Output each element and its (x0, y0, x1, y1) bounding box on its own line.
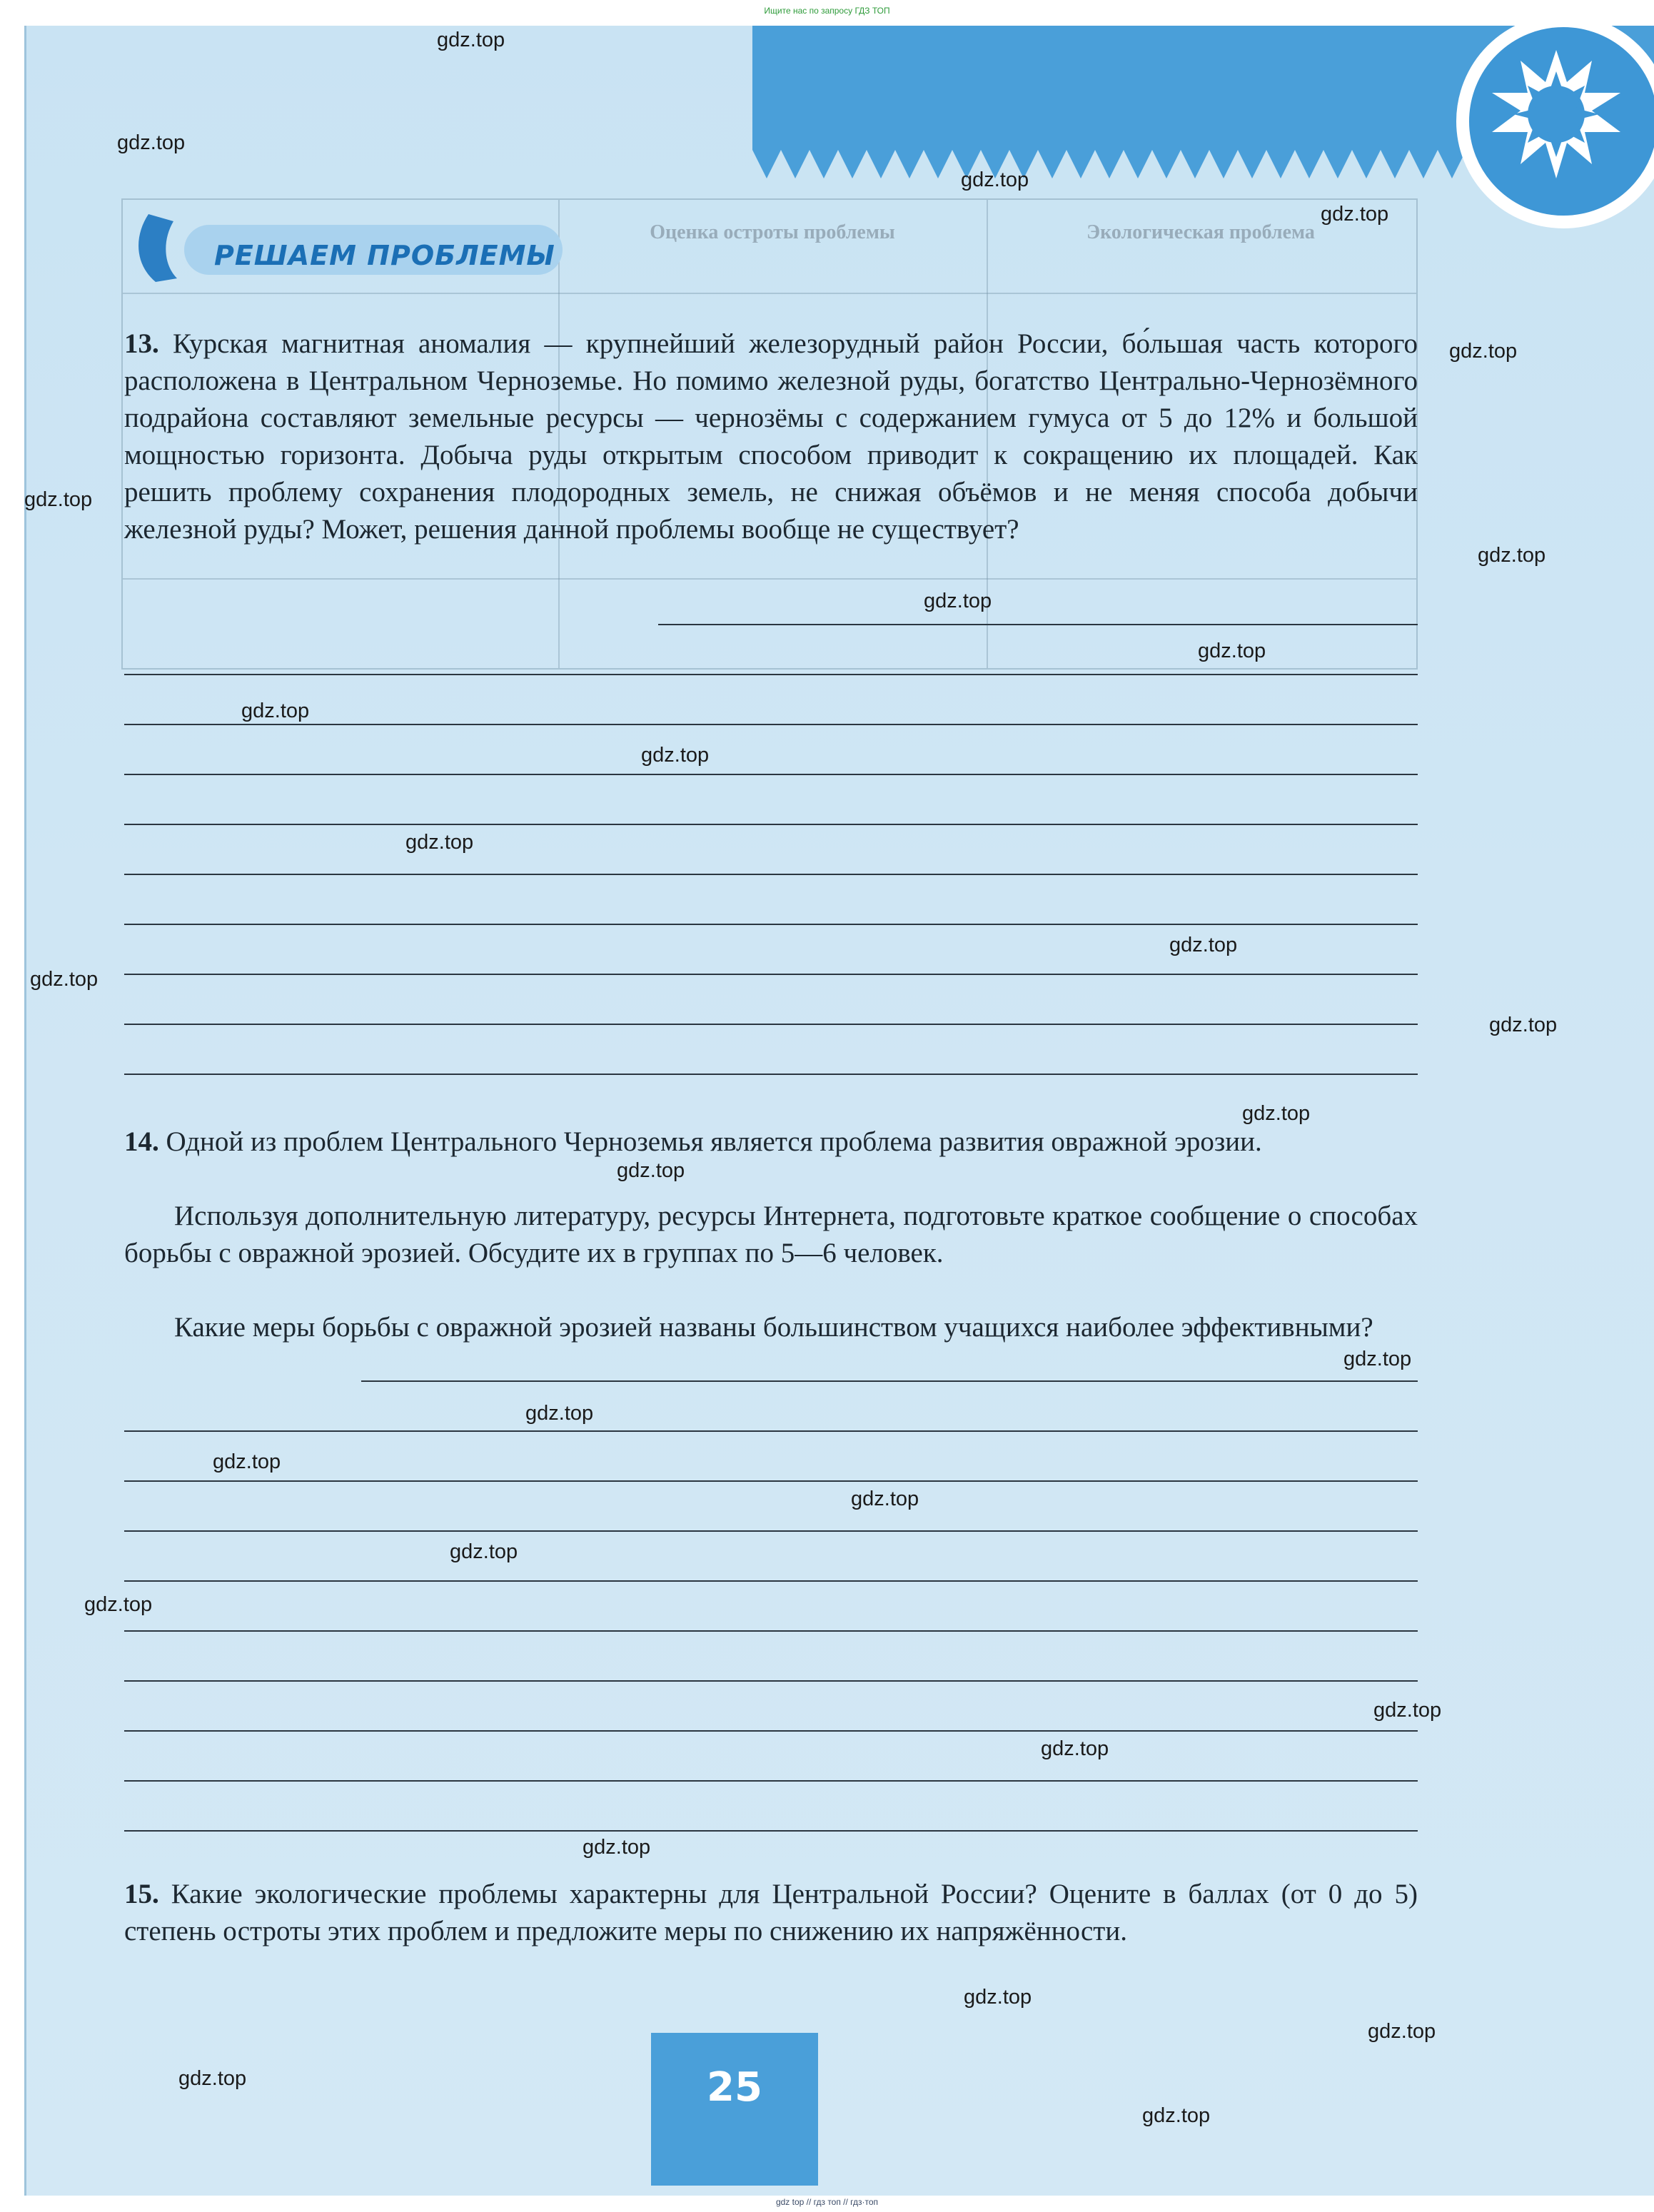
task-number: 15. (124, 1879, 159, 1909)
answer-line (124, 1024, 1418, 1025)
watermark: gdz.top (1373, 1699, 1442, 1722)
task-14 (124, 1123, 1418, 1161)
answer-line (124, 1430, 1418, 1432)
watermark: gdz.top (961, 168, 1029, 191)
task-14-question: Какие меры борьбы с овражной эрозией названы большинством учащихся наиболее эффективными? (174, 1312, 1373, 1343)
sun-star-icon (1485, 43, 1628, 186)
watermark: gdz.top (1489, 1014, 1558, 1036)
bottom-links[interactable]: gdz top // гдз топ // гдз·топ (775, 2197, 879, 2207)
watermark: gdz.top (24, 488, 93, 511)
task-text: Курская магнитная аномалия — крупнейший железорудный район России, бо́льшая часть которого расположена в Центральном Черноземье. Но помимо железной руды, богатство Центрально-Чернозёмного подрайона составляют земельные ресурсы — чернозёмы с содержанием гумуса от 5 до 12% и большой мощностью горизонта. Добыча руды открытым способом приводит к сокращению их площадей. Как решить проблему сохранения плодородных земель, не снижая объёмов и не меняя способа добычи железной руды? Может, решения данной проблемы вообще не существует? (124, 328, 1418, 545)
ghost-header: Оценка остроты проблемы (650, 221, 895, 243)
section-banner-title: РЕШАЕМ ПРОБЛЕМЫ (214, 240, 555, 271)
watermark: gdz.top (964, 1986, 1032, 2009)
watermark: gdz.top (1478, 544, 1546, 567)
task-number: 14. (124, 1126, 159, 1157)
answer-line (124, 1480, 1418, 1482)
task-text: Одной из проблем Центрального Черноземья является проблема развития овражной эрозии. (166, 1126, 1262, 1157)
task-number: 13. (124, 328, 159, 359)
zigzag-decoration (752, 143, 1466, 186)
watermark: gdz.top (1242, 1102, 1311, 1125)
answer-line (124, 1630, 1418, 1632)
watermark: gdz.top (178, 2067, 247, 2090)
watermark: gdz.top (641, 744, 710, 767)
watermark: gdz.top (1321, 203, 1389, 226)
watermark: gdz.top (84, 1593, 153, 1616)
answer-line (124, 1780, 1418, 1782)
watermark: gdz.top (117, 131, 186, 154)
task-13 (124, 325, 1418, 548)
answer-line (124, 874, 1418, 875)
watermark: gdz.top (851, 1488, 919, 1510)
answer-line (124, 1730, 1418, 1732)
watermark: gdz.top (213, 1450, 281, 1473)
answer-line (361, 1380, 1418, 1382)
answer-line (124, 1680, 1418, 1682)
watermark: gdz.top (30, 968, 99, 991)
watermark: gdz.top (924, 590, 992, 612)
task-14-instructions: Используя дополнительную литературу, ресурсы Интернета, подготовьте краткое сообщение о способах борьбы с овражной эрозией. Обсудите их в группах по 5—6 человек. (124, 1201, 1418, 1268)
task-text: Какие экологические проблемы характерны для Центральной России? Оцените в баллах (от 0 до 5) степень остроты этих проблем и предложите меры по снижению их напряжённости. (124, 1879, 1418, 1946)
watermark: gdz.top (1041, 1737, 1109, 1760)
answer-line (124, 1580, 1418, 1582)
answer-line (124, 824, 1418, 825)
page-number: 25 (707, 2064, 762, 2111)
task-15 (124, 1876, 1418, 1950)
watermark: gdz.top (1169, 934, 1238, 956)
watermark: gdz.top (617, 1159, 685, 1182)
watermark: gdz.top (450, 1540, 518, 1563)
answer-line (124, 974, 1418, 975)
watermark: gdz.top (405, 831, 474, 854)
answer-line (124, 724, 1418, 725)
answer-line (658, 624, 1418, 625)
watermark: gdz.top (583, 1836, 651, 1859)
answer-line (124, 924, 1418, 925)
top-search-hint[interactable]: Ищите нас по запросу ГДЗ ТОП (764, 6, 890, 16)
watermark: gdz.top (1343, 1348, 1412, 1370)
watermark: gdz.top (525, 1402, 594, 1425)
answer-line (124, 674, 1418, 675)
watermark: gdz.top (241, 700, 310, 722)
watermark: gdz.top (437, 29, 505, 51)
ghost-header: Экологическая проблема (1086, 221, 1315, 243)
answer-line (124, 774, 1418, 775)
watermark: gdz.top (1449, 340, 1518, 363)
watermark: gdz.top (1198, 640, 1266, 662)
answer-line (124, 1530, 1418, 1532)
answer-line (124, 1830, 1418, 1832)
watermark: gdz.top (1368, 2020, 1436, 2043)
watermark: gdz.top (1142, 2104, 1211, 2127)
answer-line (124, 1074, 1418, 1075)
